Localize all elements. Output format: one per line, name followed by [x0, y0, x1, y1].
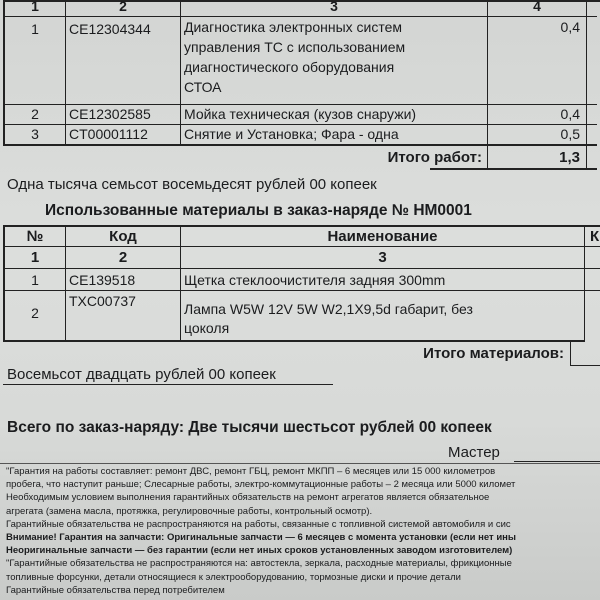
- works-row-name-line: СТОА: [184, 79, 222, 95]
- order-total: Всего по заказ-наряду: Две тысячи шестьсот рублей 00 копеек: [7, 419, 492, 436]
- works-row-num: 1: [31, 21, 39, 37]
- works-col-num-3: 3: [330, 0, 338, 14]
- works-sum-in-words: Одна тысяча семьсот восемьдесят рублей 00 копеек: [7, 176, 377, 193]
- warranty-note-line: топливные форсунки, детали относящиеся к электрооборудованию, тормозные диски и прочие детали: [6, 571, 461, 583]
- materials-col-num-3: 3: [378, 249, 387, 266]
- works-row-num: 3: [31, 126, 39, 142]
- works-row-code: CE12302585: [69, 106, 151, 122]
- materials-header-num: №: [26, 228, 44, 245]
- warranty-note-line: Внимание! Гарантия на запчасти: Оригинальные запчасти — 6 месяцев с момента установки (если нет ины: [6, 532, 517, 543]
- materials-row-code: CE139518: [69, 272, 136, 288]
- works-row-name-line: Снятие и Установка; Фара - одна: [184, 126, 399, 142]
- works-col-num-1: 1: [31, 0, 39, 14]
- works-row-name-line: Мойка техническая (кузов снаружи): [184, 106, 417, 122]
- warranty-note-line: "Гарантия на работы составляет: ремонт ДВС, ремонт ГБЦ, ремонт МКПП – 6 месяцев или 15 000 километров: [6, 466, 496, 477]
- works-row-qty: 0,4: [560, 106, 580, 122]
- works-row-num: 2: [31, 106, 39, 122]
- works-row-code: CE12304344: [69, 21, 151, 37]
- warranty-note-line: агрегата (замена масла, протяжка, регулировочные работы, контрольный осмотр).: [6, 505, 373, 517]
- warranty-note-line: Гарантийные обязательства не распространяются на работы, связанные с топливной системой автомобиля и сис: [6, 518, 511, 530]
- materials-row-num: 1: [31, 272, 39, 288]
- works-row-name-line: Диагностика электронных систем: [184, 19, 403, 35]
- warranty-note-line: "Гарантийные обязательства не распространяются на: автостекла, зеркала, расходные материалы, фрикционные: [6, 558, 512, 570]
- works-row-qty: 0,5: [560, 126, 580, 142]
- warranty-note-line: Гарантийные обязательства перед потребителем: [6, 584, 225, 596]
- materials-row-name-line: Щетка стеклоочистителя задняя 300mm: [184, 272, 446, 288]
- materials-sum-in-words: Восемьсот двадцать рублей 00 копеек: [7, 366, 276, 383]
- materials-title: Использованные материалы в заказ-наряде № НМ0001: [45, 202, 472, 219]
- works-row-name-line: диагностического оборудования: [184, 59, 395, 75]
- materials-header-code: Код: [109, 228, 137, 245]
- materials-row-num: 2: [31, 305, 39, 321]
- materials-row-name-line: цоколя: [184, 320, 230, 336]
- materials-header-extra: К: [590, 228, 600, 245]
- materials-row-name-line: Лампа W5W 12V 5W W2,1X9,5d габарит, без: [184, 301, 473, 317]
- warranty-notes: [0, 462, 600, 600]
- materials-col-num-1: 1: [30, 249, 40, 266]
- works-total-label: Итого работ:: [387, 149, 482, 166]
- warranty-note-line: пробега, что наступит раньше; Слесарные работы, электро-коммутационные работы – 2 месяца или 5000 километ: [6, 479, 516, 491]
- works-row-name-line: управления ТС с использованием: [184, 39, 406, 55]
- warranty-note-line: Необходимым условием выполнения гарантийных обязательств на ремонт агрегатов является обязательное: [6, 492, 490, 504]
- materials-total-label: Итого материалов:: [423, 345, 564, 362]
- works-row-qty: 0,4: [560, 19, 580, 35]
- materials-header-name: Наименование: [327, 228, 438, 245]
- works-col-num-2: 2: [119, 0, 127, 14]
- master-label: Мастер: [448, 444, 500, 461]
- works-row-code: CT00001112: [69, 126, 148, 142]
- works-col-num-4: 4: [533, 0, 541, 14]
- works-total-value: 1,3: [559, 149, 580, 166]
- materials-col-num-2: 2: [118, 249, 128, 266]
- materials-row-code: TXC00737: [69, 293, 136, 309]
- warranty-note-line: Неоригинальные запчасти — без гарантии (если нет иных сроков установленных заводом изготовителем): [6, 545, 513, 557]
